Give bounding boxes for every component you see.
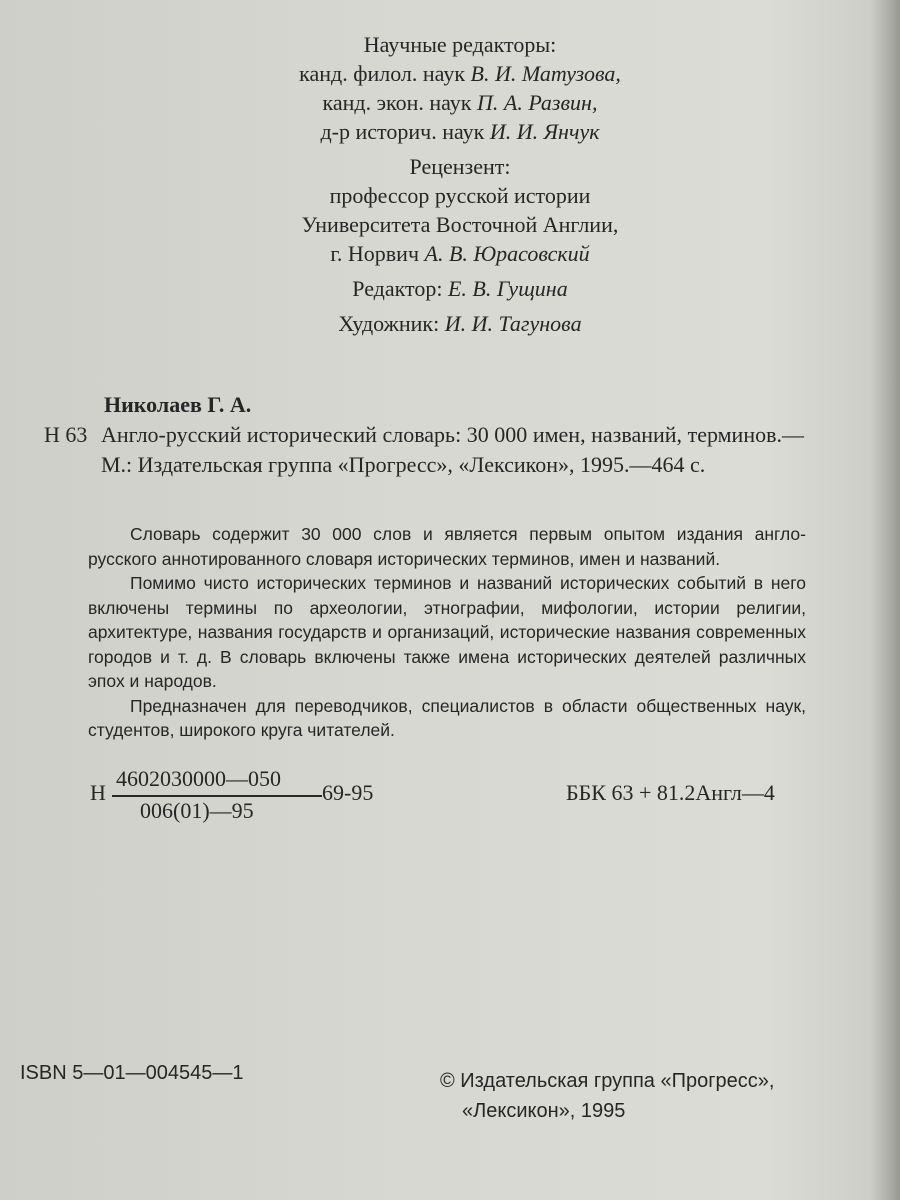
fraction-bar — [112, 795, 322, 797]
copyright-line1: © Издательская группа «Прогресс», — [440, 1070, 775, 1092]
annotation-paragraph: Предназначен для переводчиков, специалистов в области общественных наук, студентов, широкого круга читателей. — [88, 695, 806, 740]
copyright — [440, 1066, 774, 1126]
reviewer-institution: Университета Восточной Англии, — [301, 212, 619, 237]
annotation-paragraph: Помимо чисто исторических терминов и названий исторических событий в него включены термины по археологии, этнографии, мифологии, истории религии, архитектуре, названия государств и организаций, исторические названия современных городов и т. д. В словарь включены также имена исторических деятелей различных эпох и народов. — [88, 573, 806, 691]
reviewer-position: профессор русской истории — [329, 183, 591, 208]
author-sign: Н 63 — [44, 422, 88, 447]
annotation-paragraph: Словарь содержит 30 000 слов и является первым опытом издания англо-русского аннотированного словаря исторических терминов, имен и названий. — [88, 524, 806, 569]
bibliographic-description: Англо-русский исторический словарь: 30 000 имен, названий, терминов.—М.: Издательская группа «Прогресс», «Лексикон», 1995.—464 с. — [101, 422, 804, 477]
credits-block — [200, 30, 720, 344]
reviewer — [200, 152, 720, 268]
editor-line — [200, 117, 720, 146]
catalog-suffix: 69-95 — [322, 780, 374, 805]
annotation — [88, 522, 806, 743]
editor-line — [200, 88, 720, 117]
catalog-denominator: 006(01)—95 — [140, 798, 254, 823]
editor-title: канд. филол. наук — [299, 61, 466, 86]
editor-name: В. И. Матузова, — [470, 61, 621, 86]
bbk-code: ББК 63 + 81.2Англ—4 — [566, 780, 775, 805]
reviewer-city: г. Норвич — [330, 241, 420, 266]
bibliographic-record — [44, 390, 804, 480]
editor-credit-name: Е. В. Гущина — [447, 276, 568, 301]
page-edge-shadow — [870, 0, 900, 1200]
catalog-prefix: Н — [90, 780, 106, 805]
editor-title: канд. экон. наук — [322, 90, 472, 115]
artist-name: И. И. Тагунова — [444, 311, 582, 336]
artist-credit — [200, 309, 720, 338]
isbn: ISBN 5—01—004545—1 — [20, 1062, 244, 1084]
catalog-index — [90, 766, 390, 826]
catalog-numerator: 4602030000—050 — [116, 766, 281, 791]
editor-label: Редактор: — [352, 276, 443, 301]
scientific-editors — [200, 30, 720, 146]
copyright-line2: «Лексикон», 1995 — [462, 1100, 626, 1122]
editor-name: П. А. Развин, — [477, 90, 598, 115]
editor-title: д-р историч. наук — [320, 119, 485, 144]
author-name: Николаев Г. А. — [104, 392, 252, 417]
editors-heading: Научные редакторы: — [363, 32, 557, 57]
bibliographic-entry — [44, 420, 804, 480]
reviewer-name: А. В. Юрасовский — [424, 241, 590, 266]
artist-label: Художник: — [338, 311, 440, 336]
reviewer-heading: Рецензент: — [409, 154, 511, 179]
editor-line — [200, 59, 720, 88]
editor-name: И. И. Янчук — [489, 119, 600, 144]
editor-credit — [200, 274, 720, 303]
reviewer-line — [200, 239, 720, 268]
